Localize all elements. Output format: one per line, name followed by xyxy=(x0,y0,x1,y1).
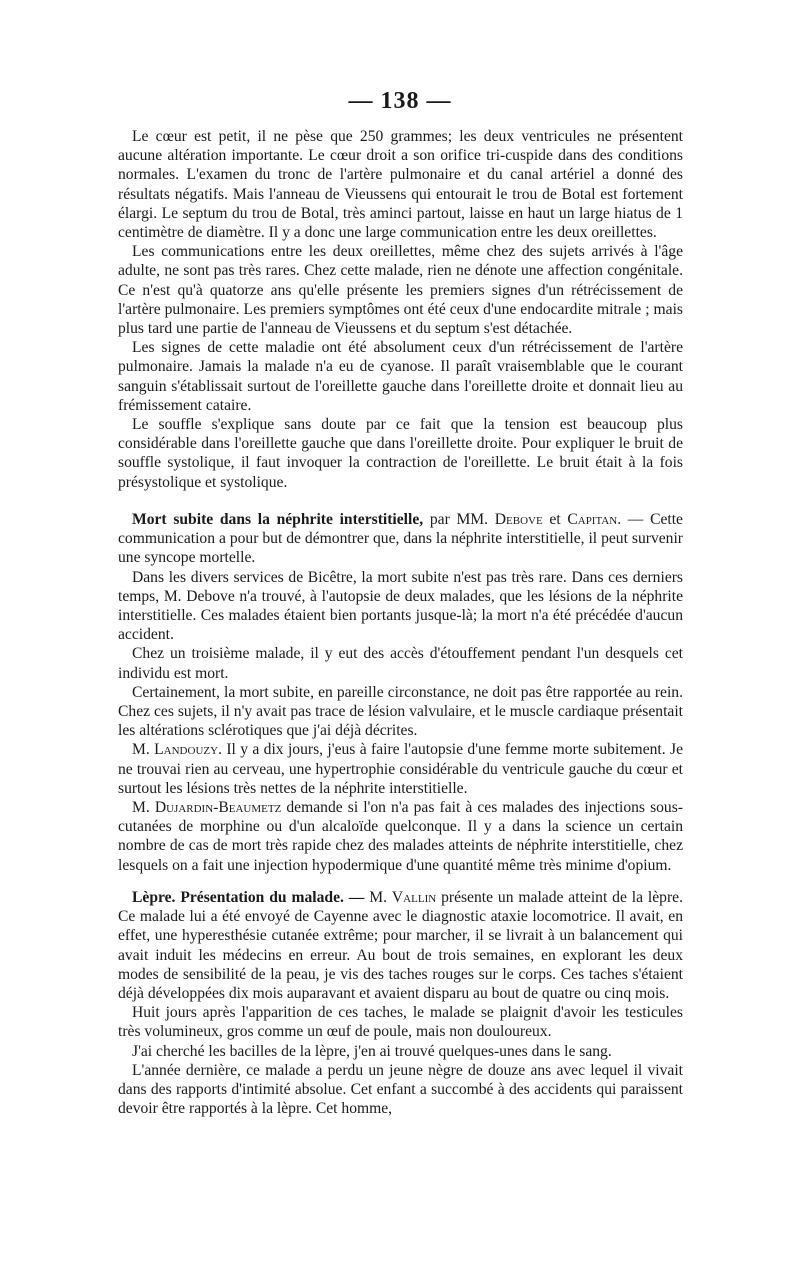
paragraph: Certainement, la mort subite, en pareille circonstance, ne doit pas être rapportée au rein. Chez ces sujets, il n'y avait pas trace de lésion valvulaire, et le muscle cardiaque présentait les altérations sclérotiques que j'ai déjà décrites. xyxy=(118,683,683,740)
speaker-text: . Il y a dix jours, j'eus à faire l'autopsie d'une femme morte subitement. Je ne trouvai rien au cerveau, une hypertrophie considérable du ventricule gauche du cœur et surtout les lésions très nettes de la néphrite interstitielle. xyxy=(118,741,683,797)
paragraph: Les signes de cette maladie ont été absolument ceux d'un rétrécissement de l'artère pulmonaire. Jamais la malade n'a eu de cyanose. Il paraît vraisemblable que le courant sanguin s'établissait surtout de l'oreillette gauche dans l'oreillette droite et donnait lieu au frémissement cataire. xyxy=(118,339,683,414)
speaker-prefix: M. xyxy=(132,799,155,817)
section-heading: Mort subite dans la néphrite interstitielle, xyxy=(132,511,424,528)
speaker-text: demande si l'on n'a pas fait à ces malades des injections sous-cutanées de morphine ou d'un alcaloïde quelconque. Il y a dans la science un certain nombre de cas de mort très rapide chez des malades atteints de néphrite interstitielle, chez lesquels on a fait une injection hypodermique d'une quantité même très minime d'opium. xyxy=(118,799,683,874)
intro-by: par MM. xyxy=(423,511,495,528)
paragraph: Dans les divers services de Bicêtre, la mort subite n'est pas très rare. Dans ces derniers temps, M. Debove n'a trouvé, à l'autopsie de deux malades, que les lésions de la néphrite interstitielle. Ces malades étaient bien portants jusque-là; la mort n'a été précédée d'aucun accident. xyxy=(118,568,683,644)
section-lepre xyxy=(118,888,683,1118)
section-intro-paragraph xyxy=(118,888,683,1003)
section-intro-paragraph xyxy=(118,510,683,568)
speaker-name: Landouzy xyxy=(154,741,219,759)
speaker-name: Dujardin-Beaumetz xyxy=(154,799,282,817)
author-name: Debove xyxy=(494,511,543,528)
author-name: Capitan xyxy=(567,511,618,528)
author-join: et xyxy=(542,511,568,528)
section-mort-subite xyxy=(118,510,683,875)
paragraph: Le souffle s'explique sans doute par ce fait que la tension est beaucoup plus considérable dans l'oreillette gauche que dans l'oreillette droite. Pour expliquer le bruit de souffle systolique, il faut invoquer la contraction de l'oreillette. Le bruit était à la fois présystolique et systolique. xyxy=(118,416,683,491)
paragraph: Les communications entre les deux oreillettes, même chez des sujets arrivés à l'âge adulte, ne sont pas très rares. Chez cette malade, rien ne dénote une affection congénitale. Ce n'est qu'à quatorze ans qu'elle présente les premiers signes d'un rétrécissement de l'artère pulmonaire. Les premiers symptômes ont été ceux d'une endocardite mitrale ; mais plus tard une partie de l'anneau de Vieussens et du septum s'est détachée. xyxy=(118,243,683,338)
speaker-prefix: M. xyxy=(132,741,155,759)
speaker-paragraph xyxy=(118,740,683,798)
paragraph: Le cœur est petit, il ne pèse que 250 grammes; les deux ventricules ne présentent aucune altération importante. Le cœur droit a son orifice tri-cuspide dans des conditions normales. L'examen du tronc de l'artère pulmonaire et du canal artériel a donné des résultats négatifs. Mais l'anneau de Vieussens qui entourait le trou de Botal est fortement élargi. Le septum du trou de Botal, très aminci partout, laisse en haut un large hiatus de 1 centimètre de diamètre. Il y a donc une large communication entre les deux oreillettes. xyxy=(118,128,683,242)
speaker-paragraph xyxy=(118,798,683,875)
paragraph: L'année dernière, ce malade a perdu un jeune nègre de douze ans avec lequel il vivait dans des rapports d'intimité absolue. Cet enfant a succombé à des accidents qui paraissent devoir être rapportés à la lèpre. Cet homme, xyxy=(118,1061,683,1118)
paragraph: Chez un troisième malade, il y eut des accès d'étouffement pendant l'un desquels cet individu est mort. xyxy=(118,645,683,682)
page-number: — 138 — xyxy=(348,88,452,114)
speaker-name: Vallin xyxy=(391,889,437,906)
paragraph: J'ai cherché les bacilles de la lèpre, j'en ai trouvé quelques-unes dans le sang. xyxy=(132,1042,612,1060)
intro-text: présente un malade atteint de la lèpre. Ce malade lui a été envoyé de Cayenne avec le diagnostic ataxie locomotrice. Il avait, en effet, une hyperesthésie cutanée extrême; pour marcher, il se livrait à un balancement qui avait induit les médecins en erreur. Au bout de trois semaines, en explorant les deux modes de sensibilité de la peau, je vis des taches rouges sur le corps. Ces taches s'étaient déjà développées dix mois auparavant et avaient disparu au bout de quatre ou cinq mois. xyxy=(118,889,683,1003)
paragraph: Huit jours après l'apparition de ces taches, le malade se plaignit d'avoir les testicules très volumineux, gros comme un œuf de poule, mais non douloureux. xyxy=(118,1004,683,1041)
speaker-prefix: M. xyxy=(364,889,392,906)
section-heading: Lèpre. Présentation du malade. — xyxy=(132,889,365,906)
section-heart-case xyxy=(118,127,683,492)
intro-text: . — Cette communication a pour but de démontrer que, dans la néphrite interstitielle, il peut survenir une syncope mortelle. xyxy=(118,511,683,567)
